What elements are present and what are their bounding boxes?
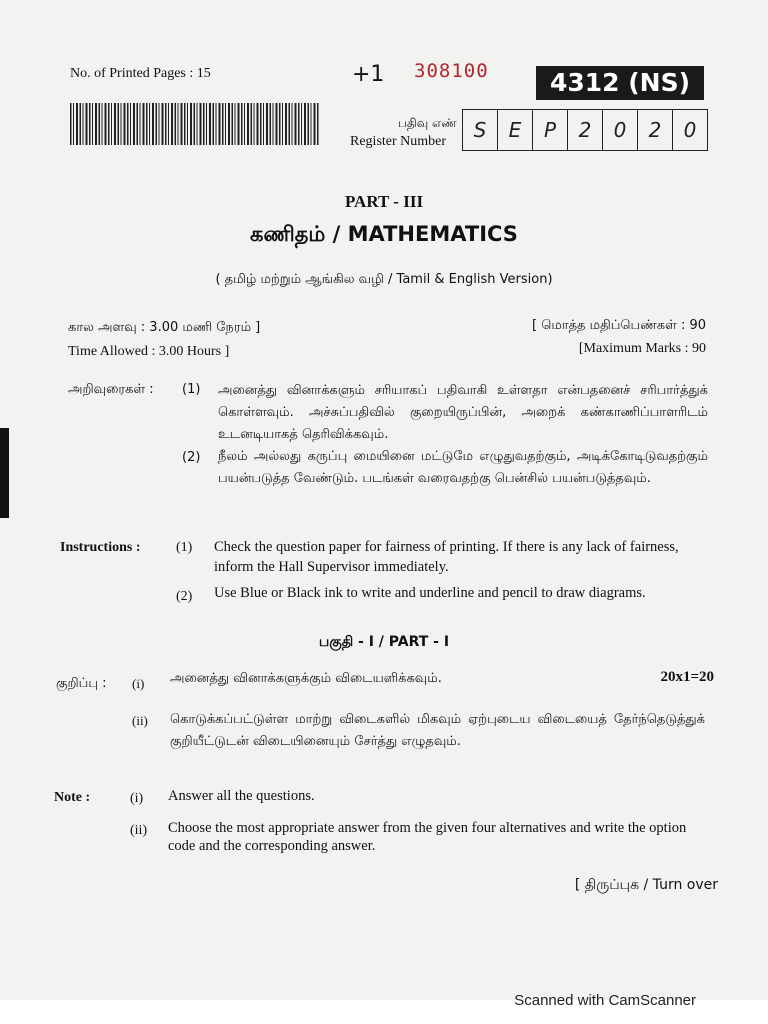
max-marks-tamil: [ மொத்த மதிப்பெண்கள் : 90 — [532, 318, 706, 333]
subject-title: கணிதம் / MATHEMATICS — [250, 222, 518, 246]
note-number: (i) — [130, 791, 144, 806]
handwritten-plus-one: +1 — [352, 62, 385, 87]
instructions-label: Instructions : — [60, 540, 141, 555]
tamil-note-text: அனைத்து வினாக்களுக்கும் விடையளிக்கவும். — [170, 671, 442, 686]
register-number-boxes — [462, 109, 708, 151]
part-one-score: 20x1=20 — [660, 669, 714, 685]
time-allowed-tamil: கால அளவு : 3.00 மணி நேரம் ] — [68, 320, 261, 335]
tamil-instruction-number: (1) — [182, 382, 201, 397]
register-label-tamil: பதிவு எண் — [398, 116, 457, 130]
note-label: Note : — [54, 790, 91, 805]
version-line: ( தமிழ் மற்றும் ஆங்கில வழி / Tamil & English Version) — [215, 272, 553, 287]
register-digit-box: E — [498, 110, 533, 150]
tamil-note-number: (ii) — [132, 713, 148, 728]
part-title: PART - III — [344, 192, 424, 211]
time-allowed-english: Time Allowed : 3.00 Hours ] — [68, 344, 230, 359]
instruction-text: Check the question paper for fairness of printing. If there is any lack of fairness, inform the Hall Supervisor immediately. — [214, 539, 679, 575]
barcode-image — [70, 103, 320, 145]
printed-pages-count: No. of Printed Pages : 15 — [70, 66, 211, 81]
tamil-instructions-label: அறிவுரைகள் : — [68, 382, 154, 397]
register-digit-box: 2 — [568, 110, 603, 150]
tamil-note-label: குறிப்பு : — [56, 676, 107, 691]
part-one-heading: பகுதி - I / PART - I — [318, 634, 450, 650]
paper-code-badge: 4312 (NS) — [536, 66, 704, 100]
camscanner-watermark: Scanned with CamScanner — [514, 992, 696, 1009]
register-digit-box: S — [463, 110, 498, 150]
instruction-number: (1) — [176, 540, 193, 555]
register-digit-box: P — [533, 110, 568, 150]
instruction-number: (2) — [176, 589, 193, 604]
register-digit-box: 2 — [638, 110, 673, 150]
instruction-text: Use Blue or Black ink to write and underline and pencil to draw diagrams. — [214, 585, 646, 601]
serial-number: 308100 — [414, 60, 489, 82]
tamil-instruction-text: நீலம் அல்லது கருப்பு மையினை மட்டுமே எழுதுவதற்கும், அடிக்கோடிடுவதற்கும் பயன்படுத்த வேண்டும். படங்கள் வரைவதற்கு பென்சில் பயன்படுத்தவும். — [218, 449, 708, 486]
register-digit-box: 0 — [683, 118, 697, 142]
note-number: (ii) — [130, 823, 148, 838]
scan-edge-mark — [0, 428, 9, 518]
turn-over-label: [ திருப்புக / Turn over — [574, 877, 718, 893]
register-label-english: Register Number — [350, 134, 447, 149]
note-text: Answer all the questions. — [168, 788, 315, 804]
max-marks-english: [Maximum Marks : 90 — [578, 341, 706, 356]
tamil-note-text: கொடுக்கப்பட்டுள்ள மாற்று விடைகளில் மிகவும் ஏற்புடைய விடையைத் தேர்ந்தெடுத்துக் குறியீட்டுடன் விடையினையும் சேர்த்து எழுதவும். — [170, 712, 705, 749]
note-text: Choose the most appropriate answer from the given four alternatives and write the option code and the corresponding answer. — [168, 820, 687, 854]
tamil-note-number: (i) — [132, 676, 145, 691]
tamil-instruction-number: (2) — [182, 450, 201, 465]
tamil-instruction-text: அனைத்து வினாக்களும் சரியாகப் பதிவாகி உள்ளதா என்பதனைச் சரிபார்த்துக் கொள்ளவும். அச்சுப்பதிவில் குறையிருப்பின், அறைக் கண்காணிப்பாளரிடம் உடனடியாகத் தெரிவிக்கவும். — [218, 383, 708, 442]
register-digit-box: 0 — [603, 110, 638, 150]
